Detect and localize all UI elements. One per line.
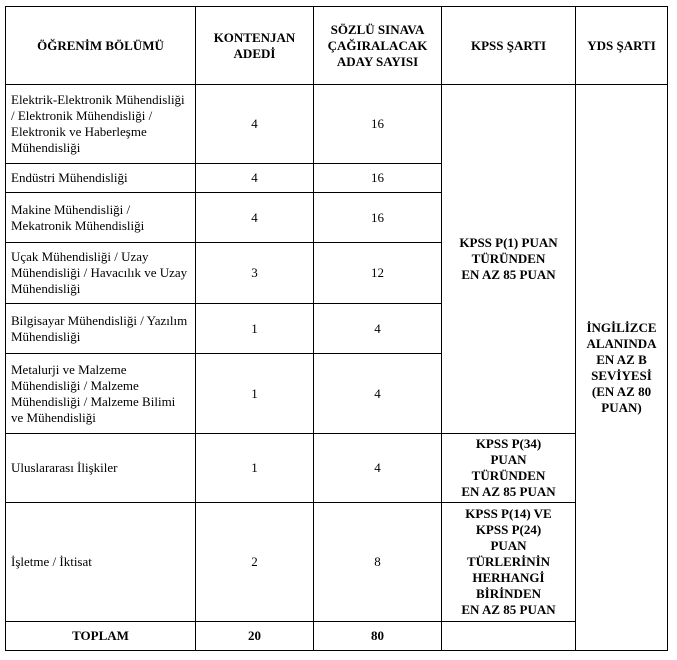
quota-cell: 1 <box>196 434 314 503</box>
quota-cell: 2 <box>196 503 314 622</box>
total-quota: 20 <box>196 622 314 651</box>
kpss-requirement-cell: KPSS P(1) PUAN TÜRÜNDEN EN AZ 85 PUAN <box>442 85 576 434</box>
header-kpss: KPSS ŞARTI <box>442 7 576 85</box>
quota-cell: 1 <box>196 304 314 354</box>
candidates-cell: 16 <box>314 193 442 243</box>
header-row <box>6 7 668 85</box>
total-label: TOPLAM <box>6 622 196 651</box>
total-row <box>6 622 668 651</box>
department-cell: Uluslararası İlişkiler <box>6 434 196 503</box>
quota-cell: 4 <box>196 193 314 243</box>
header-department: ÖĞRENİM BÖLÜMÜ <box>6 7 196 85</box>
table-row <box>6 85 668 164</box>
header-candidates: SÖZLÜ SINAVA ÇAĞIRALACAK ADAY SAYISI <box>314 7 442 85</box>
quota-cell: 3 <box>196 243 314 304</box>
candidates-cell: 4 <box>314 434 442 503</box>
total-kpss-empty <box>442 622 576 651</box>
department-cell: Elektrik-Elektronik Mühendisliği / Elektronik Mühendisliği / Elektronik ve Haberleşme Mühendisliği <box>6 85 196 164</box>
candidates-cell: 16 <box>314 85 442 164</box>
header-yds: YDS ŞARTI <box>576 7 668 85</box>
department-cell: Metalurji ve Malzeme Mühendisliği / Malzeme Mühendisliği / Malzeme Bilimi ve Mühendisliği <box>6 354 196 434</box>
total-candidates: 80 <box>314 622 442 651</box>
table-row <box>6 503 668 622</box>
quota-table <box>5 6 668 651</box>
candidates-cell: 4 <box>314 354 442 434</box>
candidates-cell: 16 <box>314 164 442 193</box>
table-row <box>6 434 668 503</box>
quota-cell: 1 <box>196 354 314 434</box>
quota-cell: 4 <box>196 85 314 164</box>
header-quota: KONTENJAN ADEDİ <box>196 7 314 85</box>
kpss-requirement-cell: KPSS P(14) VE KPSS P(24) PUAN TÜRLERİNİN HERHANGİ BİRİNDEN EN AZ 85 PUAN <box>442 503 576 622</box>
candidates-cell: 8 <box>314 503 442 622</box>
yds-requirement-cell: İNGİLİZCE ALANINDA EN AZ B SEVİYESİ (EN AZ 80 PUAN) <box>576 85 668 651</box>
department-cell: Bilgisayar Mühendisliği / Yazılım Mühendisliği <box>6 304 196 354</box>
candidates-cell: 4 <box>314 304 442 354</box>
department-cell: Endüstri Mühendisliği <box>6 164 196 193</box>
department-cell: Uçak Mühendisliği / Uzay Mühendisliği / Havacılık ve Uzay Mühendisliği <box>6 243 196 304</box>
department-cell: Makine Mühendisliği / Mekatronik Mühendisliği <box>6 193 196 243</box>
candidates-cell: 12 <box>314 243 442 304</box>
kpss-requirement-cell: KPSS P(34) PUAN TÜRÜNDEN EN AZ 85 PUAN <box>442 434 576 503</box>
department-cell: İşletme / İktisat <box>6 503 196 622</box>
quota-cell: 4 <box>196 164 314 193</box>
